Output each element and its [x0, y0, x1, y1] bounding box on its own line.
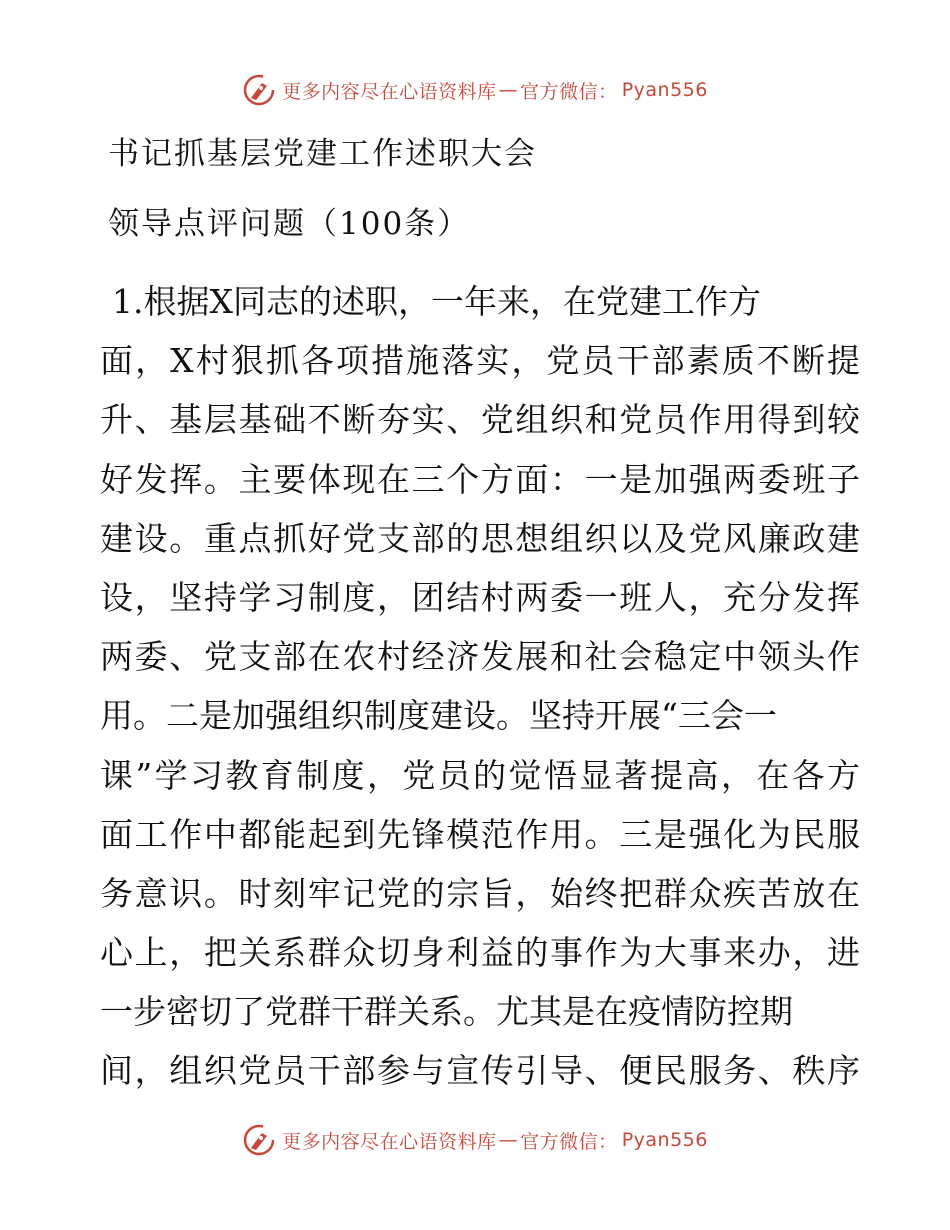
- body-line: 间，组织党员干部参与宣传引导、便民服务、秩序: [100, 1051, 860, 1091]
- pen-nib-logo-icon: [242, 1123, 276, 1157]
- body-line: 建设。重点抓好党支部的思想组织以及党风廉政建: [100, 518, 860, 558]
- body-line: 用。二是加强组织制度建设。坚持开展“三会一: [100, 696, 777, 736]
- watermark-dash: —: [498, 1129, 519, 1151]
- footer-watermark: [0, 1120, 950, 1160]
- watermark-dash: —: [498, 79, 519, 101]
- body-line: 面工作中都能起到先锋模范作用。三是强化为民服: [100, 814, 860, 854]
- body-line: 心上，把关系群众切身利益的事作为大事来办，进: [100, 933, 860, 973]
- body-line: 课”学习教育制度，党员的觉悟显著提高，在各方: [100, 755, 860, 795]
- pen-nib-logo-icon: [242, 73, 276, 107]
- watermark-wechat-id: Pyan556: [621, 1129, 708, 1151]
- watermark-wechat-label: 官方微信：: [520, 1130, 618, 1153]
- body-line: 一步密切了党群干群关系。尤其是在疫情防控期: [100, 992, 793, 1032]
- watermark-text: 更多内容尽在心语资料库: [282, 1130, 497, 1153]
- body-line: 面，X村狠抓各项措施落实，党员干部素质不断提: [100, 341, 860, 381]
- body-line: 1.根据X同志的述职，一年来，在党建工作方: [112, 282, 761, 321]
- watermark-wechat-id: Pyan556: [621, 79, 708, 101]
- document-title-line2: 领导点评问题（100条）: [108, 206, 471, 242]
- watermark-text: 更多内容尽在心语资料库: [282, 80, 497, 103]
- document-body: [100, 272, 860, 1101]
- body-line: 设，坚持学习制度，团结村两委一班人，充分发挥: [100, 577, 860, 617]
- body-line: 两委、党支部在农村经济发展和社会稳定中领头作: [100, 637, 860, 677]
- body-line: 升、基层基础不断夯实、党组织和党员作用得到较: [100, 400, 860, 440]
- header-watermark: [0, 70, 950, 110]
- body-line: 务意识。时刻牢记党的宗旨，始终把群众疾苦放在: [100, 873, 860, 913]
- document-title-line1: 书记抓基层党建工作述职大会: [108, 136, 537, 172]
- body-line: 好发挥。主要体现在三个方面：一是加强两委班子: [100, 459, 860, 499]
- watermark-wechat-label: 官方微信：: [520, 80, 618, 103]
